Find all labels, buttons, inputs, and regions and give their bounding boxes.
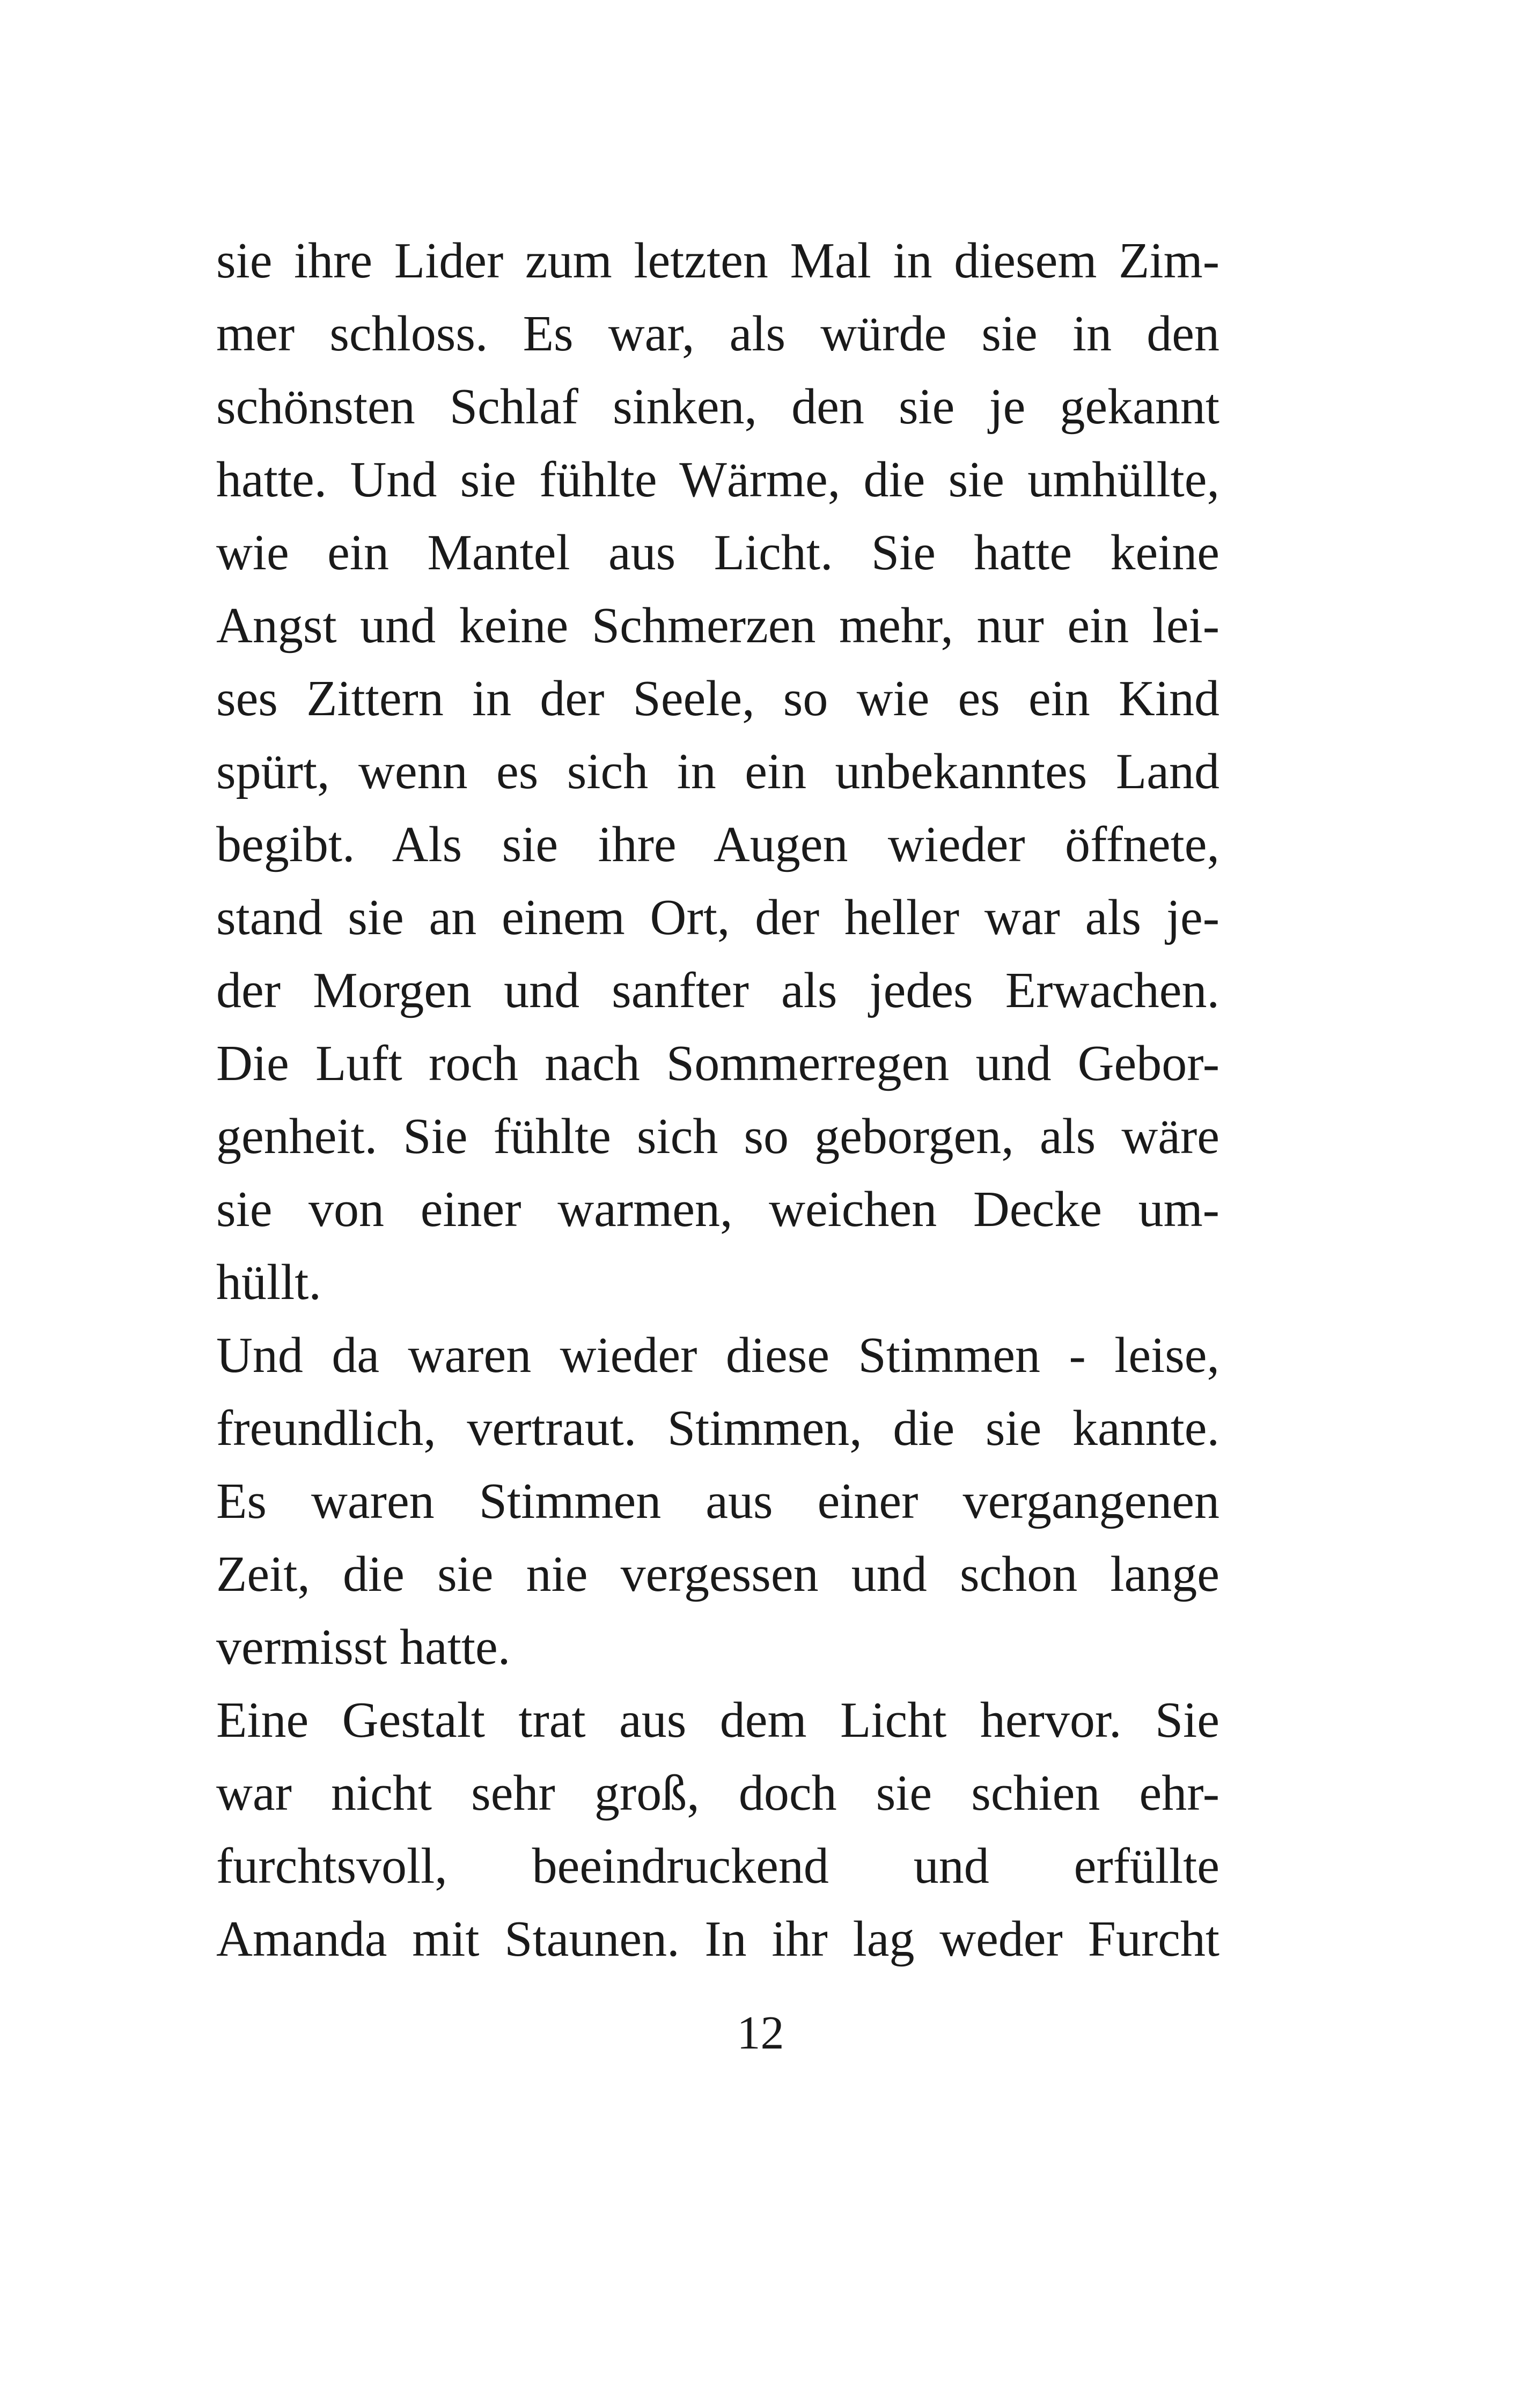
text-line: sie von einer warmen, weichen Decke um- bbox=[216, 1181, 1219, 1237]
text-line: Zeit, die sie nie vergessen und schon lange bbox=[216, 1546, 1219, 1602]
text-line: Es waren Stimmen aus einer vergangenen bbox=[216, 1473, 1219, 1529]
text-line: Die Luft roch nach Sommerregen und Gebor- bbox=[216, 1036, 1219, 1091]
text-line: war nicht sehr groß, doch sie schien ehr- bbox=[216, 1765, 1219, 1821]
text-line: hüllt. bbox=[216, 1254, 321, 1310]
text-line: Und da waren wieder diese Stimmen - leise, bbox=[216, 1327, 1219, 1383]
text-line: spürt, wenn es sich in ein unbekanntes Land bbox=[216, 744, 1219, 799]
text-line: vermisst hatte. bbox=[216, 1619, 511, 1675]
text-line: Amanda mit Staunen. In ihr lag weder Furcht bbox=[216, 1911, 1219, 1967]
text-line: begibt. Als sie ihre Augen wieder öffnete, bbox=[216, 817, 1219, 872]
text-line: ses Zittern in der Seele, so wie es ein Kind bbox=[216, 671, 1219, 726]
text-line: genheit. Sie fühlte sich so geborgen, als wäre bbox=[216, 1108, 1219, 1164]
text-line: der Morgen und sanfter als jedes Erwachen. bbox=[216, 963, 1219, 1018]
text-line: Angst und keine Schmerzen mehr, nur ein lei- bbox=[216, 598, 1219, 654]
text-line: furchtsvoll, beeindruckend und erfüllte bbox=[216, 1838, 1219, 1894]
text-line: stand sie an einem Ort, der heller war als je- bbox=[216, 890, 1219, 945]
body-text bbox=[216, 224, 1219, 1976]
text-line: sie ihre Lider zum letzten Mal in diesem Zim- bbox=[216, 233, 1219, 289]
text-line: schönsten Schlaf sinken, den sie je gekannt bbox=[216, 379, 1219, 435]
text-line: hatte. Und sie fühlte Wärme, die sie umhüllte, bbox=[216, 452, 1219, 508]
text-line: freundlich, vertraut. Stimmen, die sie kannte. bbox=[216, 1400, 1219, 1456]
text-line: Eine Gestalt trat aus dem Licht hervor. Sie bbox=[216, 1692, 1219, 1748]
page-number: 12 bbox=[737, 2007, 784, 2059]
text-line: wie ein Mantel aus Licht. Sie hatte keine bbox=[216, 525, 1219, 581]
text-line: mer schloss. Es war, als würde sie in den bbox=[216, 306, 1219, 362]
